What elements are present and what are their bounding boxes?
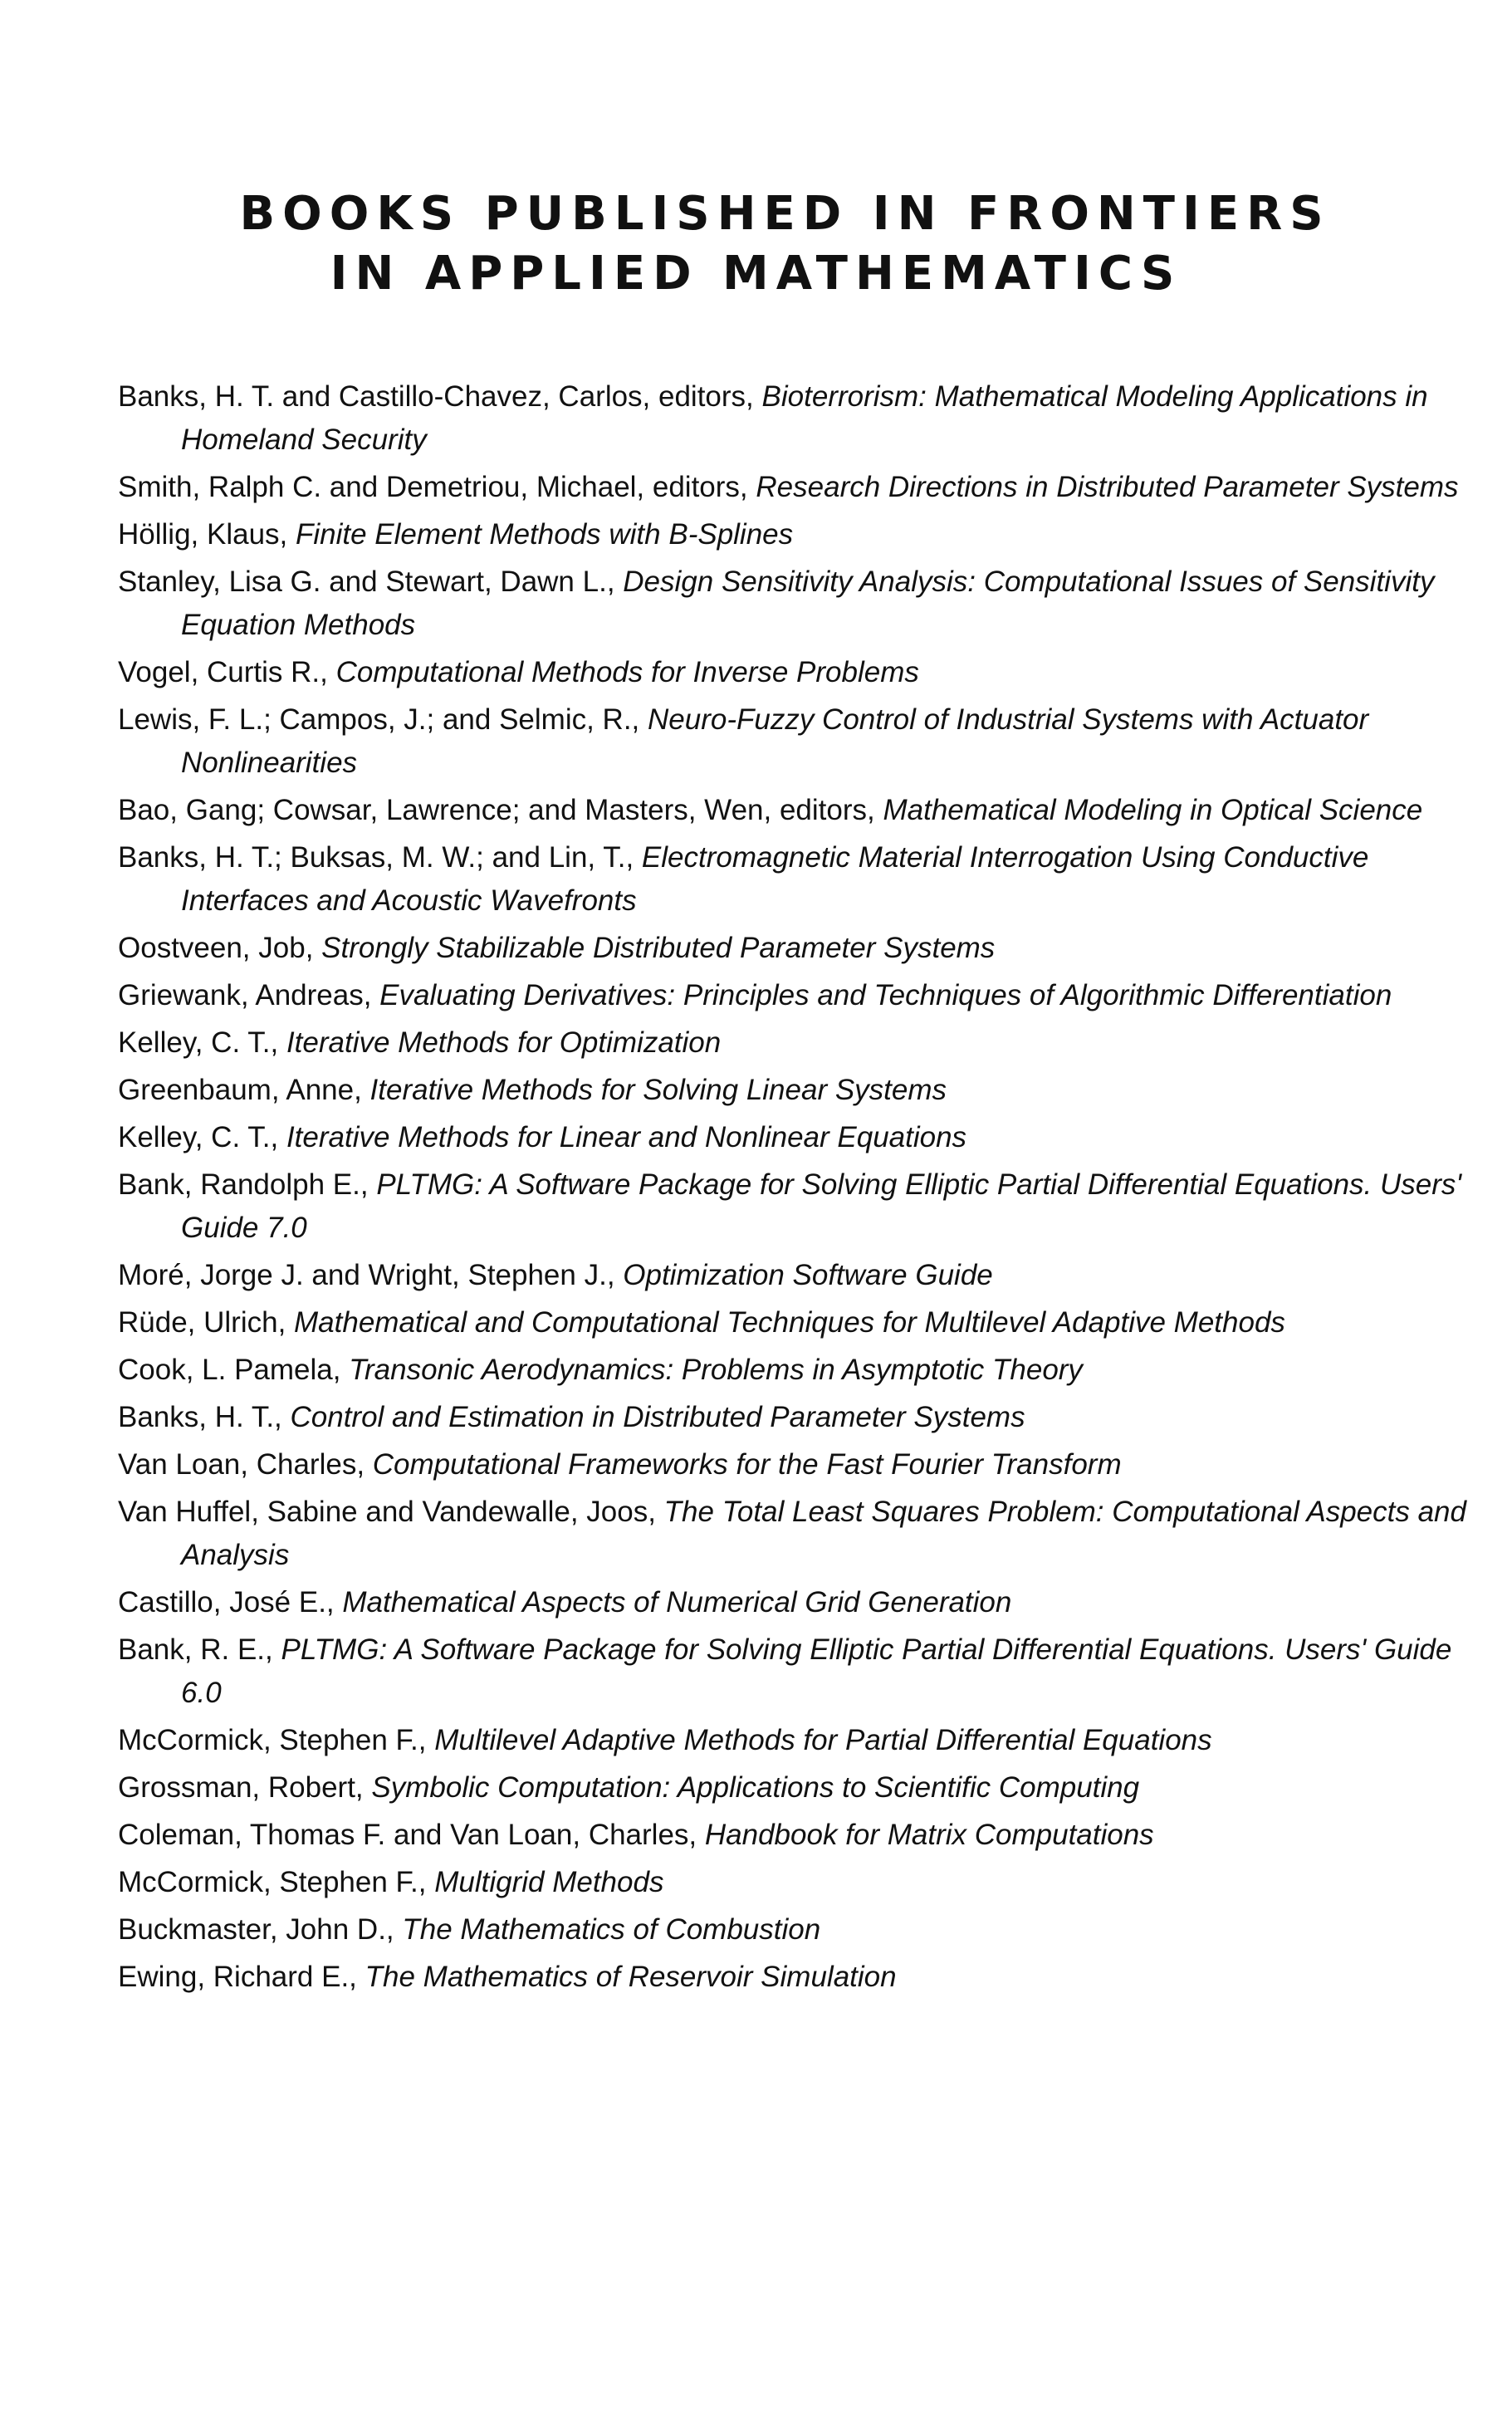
book-author: Greenbaum, Anne, bbox=[118, 1074, 370, 1106]
book-entry bbox=[118, 1021, 1480, 1065]
book-entry bbox=[118, 789, 1480, 832]
book-author: Kelley, C. T., bbox=[118, 1026, 286, 1059]
book-entry bbox=[118, 651, 1480, 694]
book-author: Rüde, Ulrich, bbox=[118, 1306, 295, 1339]
book-author: Smith, Ralph C. and Demetriou, Michael, editors, bbox=[118, 471, 756, 503]
book-author: Stanley, Lisa G. and Stewart, Dawn L., bbox=[118, 566, 624, 598]
book-author: Van Loan, Charles, bbox=[118, 1448, 373, 1481]
book-author: Van Huffel, Sabine and Vandewalle, Joos, bbox=[118, 1496, 664, 1528]
book-list bbox=[118, 375, 1480, 2003]
book-title: Design Sensitivity Analysis: Computational Issues of Sensitivity Equation Methods bbox=[181, 566, 1435, 641]
book-author: Oostveen, Job, bbox=[118, 932, 322, 964]
book-entry bbox=[118, 1956, 1480, 1999]
page-heading bbox=[0, 184, 1512, 304]
book-title: Electromagnetic Material Interrogation Using Conductive Interfaces and Acoustic Wavefronts bbox=[181, 841, 1369, 917]
book-title: Research Directions in Distributed Parameter Systems bbox=[756, 471, 1459, 503]
book-entry bbox=[118, 974, 1480, 1017]
book-title: Evaluating Derivatives: Principles and Techniques of Algorithmic Differentiation bbox=[379, 979, 1392, 1011]
book-author: Cook, L. Pamela, bbox=[118, 1354, 350, 1386]
heading-line-2: IN APPLIED MATHEMATICS bbox=[330, 247, 1182, 301]
book-author: Vogel, Curtis R., bbox=[118, 656, 336, 688]
book-entry bbox=[118, 1908, 1480, 1952]
book-title: Computational Frameworks for the Fast Fourier Transform bbox=[372, 1448, 1122, 1481]
book-entry bbox=[118, 836, 1480, 923]
book-entry bbox=[118, 1116, 1480, 1159]
book-title: The Mathematics of Combustion bbox=[402, 1913, 821, 1946]
book-title: Control and Estimation in Distributed Parameter Systems bbox=[290, 1401, 1025, 1433]
book-author: McCormick, Stephen F., bbox=[118, 1724, 435, 1756]
book-entry bbox=[118, 1581, 1480, 1624]
book-author: Bank, Randolph E., bbox=[118, 1168, 377, 1201]
book-entry bbox=[118, 1163, 1480, 1250]
book-entry bbox=[118, 1301, 1480, 1344]
book-title: Iterative Methods for Optimization bbox=[286, 1026, 722, 1059]
book-title: Finite Element Methods with B-Splines bbox=[295, 518, 794, 551]
book-title: Iterative Methods for Solving Linear Systems bbox=[369, 1074, 947, 1106]
book-entry bbox=[118, 561, 1480, 647]
book-title: Neuro-Fuzzy Control of Industrial Systems with Actuator Nonlinearities bbox=[181, 703, 1369, 779]
book-title: PLTMG: A Software Package for Solving Elliptic Partial Differential Equations. Users' Guide 6.0 bbox=[181, 1633, 1452, 1709]
book-title: Multigrid Methods bbox=[434, 1866, 664, 1898]
book-title: The Mathematics of Reservoir Simulation bbox=[365, 1961, 897, 1993]
book-title: Transonic Aerodynamics: Problems in Asymptotic Theory bbox=[349, 1354, 1083, 1386]
book-entry bbox=[118, 513, 1480, 556]
book-author: Buckmaster, John D., bbox=[118, 1913, 403, 1946]
book-title: Mathematical Aspects of Numerical Grid Generation bbox=[342, 1586, 1012, 1619]
book-author: Kelley, C. T., bbox=[118, 1121, 286, 1153]
book-author: Banks, H. T.; Buksas, M. W.; and Lin, T., bbox=[118, 841, 642, 874]
book-author: Griewank, Andreas, bbox=[118, 979, 380, 1011]
book-entry bbox=[118, 1861, 1480, 1904]
book-entry bbox=[118, 1628, 1480, 1715]
book-entry bbox=[118, 375, 1480, 462]
book-entry bbox=[118, 698, 1480, 785]
book-title: Symbolic Computation: Applications to Scientific Computing bbox=[371, 1771, 1140, 1804]
book-entry bbox=[118, 927, 1480, 970]
book-entry bbox=[118, 1719, 1480, 1762]
book-author: McCormick, Stephen F., bbox=[118, 1866, 435, 1898]
heading-line-1: BOOKS PUBLISHED IN FRONTIERS bbox=[239, 187, 1331, 241]
book-title: Handbook for Matrix Computations bbox=[704, 1819, 1154, 1851]
book-author: Castillo, José E., bbox=[118, 1586, 343, 1619]
book-title: PLTMG: A Software Package for Solving Elliptic Partial Differential Equations. Users' Guide 7.0 bbox=[181, 1168, 1462, 1244]
book-entry bbox=[118, 1814, 1480, 1857]
book-author: Banks, H. T., bbox=[118, 1401, 291, 1433]
book-title: The Total Least Squares Problem: Computational Aspects and Analysis bbox=[181, 1496, 1466, 1571]
book-entry bbox=[118, 1396, 1480, 1439]
book-author: Bao, Gang; Cowsar, Lawrence; and Masters, Wen, editors, bbox=[118, 794, 883, 826]
book-author: Grossman, Robert, bbox=[118, 1771, 372, 1804]
book-title: Multilevel Adaptive Methods for Partial Differential Equations bbox=[434, 1724, 1212, 1756]
book-title: Mathematical and Computational Techniques for Multilevel Adaptive Methods bbox=[294, 1306, 1285, 1339]
book-author: Moré, Jorge J. and Wright, Stephen J., bbox=[118, 1259, 624, 1291]
book-title: Iterative Methods for Linear and Nonlinear Equations bbox=[286, 1121, 967, 1153]
book-entry bbox=[118, 466, 1480, 509]
book-entry bbox=[118, 1349, 1480, 1392]
book-title: Optimization Software Guide bbox=[623, 1259, 993, 1291]
book-entry bbox=[118, 1766, 1480, 1810]
book-entry bbox=[118, 1443, 1480, 1486]
book-title: Computational Methods for Inverse Problems bbox=[335, 656, 919, 688]
book-entry bbox=[118, 1069, 1480, 1112]
book-author: Lewis, F. L.; Campos, J.; and Selmic, R., bbox=[118, 703, 648, 736]
book-author: Ewing, Richard E., bbox=[118, 1961, 365, 1993]
book-author: Höllig, Klaus, bbox=[118, 518, 296, 551]
book-author: Bank, R. E., bbox=[118, 1633, 281, 1666]
book-author: Coleman, Thomas F. and Van Loan, Charles, bbox=[118, 1819, 705, 1851]
book-author: Banks, H. T. and Castillo-Chavez, Carlos, editors, bbox=[118, 380, 762, 413]
book-title: Mathematical Modeling in Optical Science bbox=[883, 794, 1423, 826]
book-title: Bioterrorism: Mathematical Modeling Applications in Homeland Security bbox=[181, 380, 1428, 456]
book-entry bbox=[118, 1491, 1480, 1577]
book-title: Strongly Stabilizable Distributed Parameter Systems bbox=[321, 932, 996, 964]
book-entry bbox=[118, 1254, 1480, 1297]
